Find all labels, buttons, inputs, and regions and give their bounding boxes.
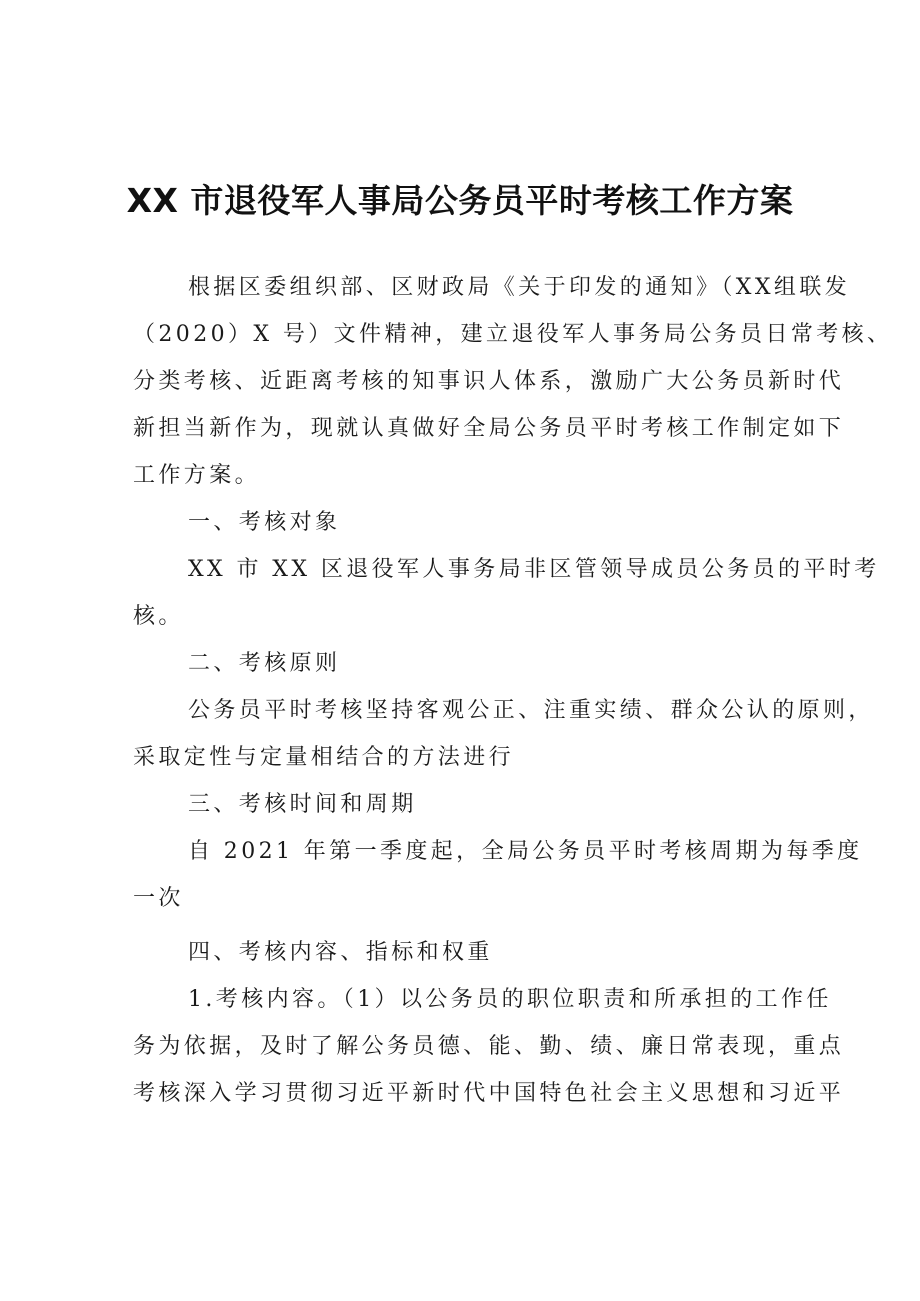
paragraph-line: 公务员平时考核坚持客观公正、注重实绩、群众公认的原则，	[188, 698, 874, 723]
section-heading: 四、考核内容、指标和权重	[188, 940, 493, 965]
paragraph-line: 工作方案。	[133, 463, 261, 488]
paragraph-line: 核。	[133, 604, 184, 629]
paragraph-line: 务为依据，及时了解公务员德、能、勤、绩、廉日常表现，重点	[133, 1034, 845, 1059]
document-title: XX 市退役军人事局公务员平时考核工作方案	[126, 181, 794, 220]
section-heading: 二、考核原则	[188, 651, 341, 676]
paragraph-line: 分类考核、近距离考核的知事识人体系，激励广大公务员新时代	[133, 369, 845, 394]
paragraph-line: 1.考核内容。（1）以公务员的职位职责和所承担的工作任	[188, 987, 832, 1012]
section-paragraph	[133, 976, 845, 1117]
paragraph-line: 新担当新作为，现就认真做好全局公务员平时考核工作制定如下	[133, 416, 845, 441]
section-heading: 一、考核对象	[188, 510, 341, 535]
paragraph-line: 根据区委组织部、区财政局《关于印发的通知》（XX组联发	[188, 275, 851, 300]
paragraph-line: 自 2021 年第一季度起，全局公务员平时考核周期为每季度	[188, 839, 863, 864]
intro-paragraph	[133, 264, 893, 499]
section-paragraph	[133, 828, 863, 922]
paragraph-line: （2020）X 号）文件精神，建立退役军人事务局公务员日常考核、	[133, 322, 893, 347]
section-heading: 三、考核时间和周期	[188, 792, 417, 817]
section-paragraph	[133, 687, 874, 781]
paragraph-line: 一次	[133, 886, 184, 911]
paragraph-line: 考核深入学习贯彻习近平新时代中国特色社会主义思想和习近平	[133, 1081, 845, 1106]
paragraph-line: XX 市 XX 区退役军人事务局非区管领导成员公务员的平时考	[188, 557, 880, 582]
paragraph-line: 采取定性与定量相结合的方法进行	[133, 745, 515, 770]
section-paragraph	[133, 546, 880, 640]
